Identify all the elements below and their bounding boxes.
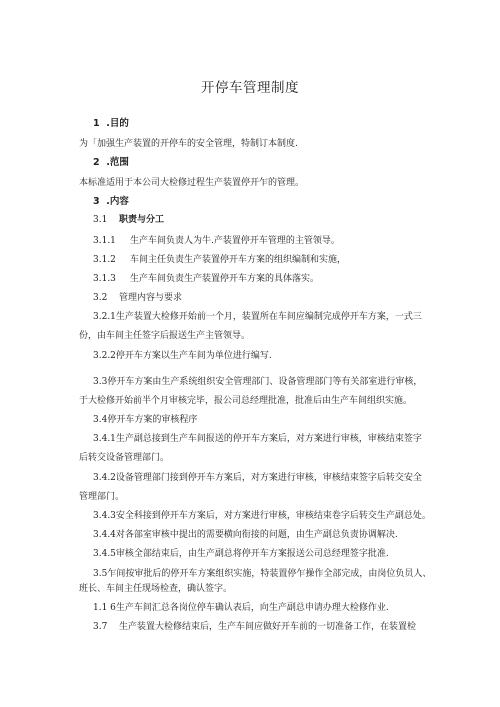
section-2-heading [93, 157, 129, 169]
paragraph-3-6: 1.1 6生产车间汇总各岗位停车确认表后，向生产副总申请办理大检修作业. [93, 603, 389, 613]
item-3-1-1 [93, 235, 340, 247]
subsection-3-1-heading [93, 214, 164, 226]
paragraph-3-4-2-line-2: 管理部门。 [79, 492, 125, 502]
section-3-heading [93, 196, 129, 208]
item-3-1-3 [93, 273, 319, 285]
paragraph-purpose: 为「加强生产装置的开停车的安全管理，特制订本制度. [79, 139, 298, 149]
paragraph-3-4-2-line-1: 3.4.2设备管理部门接到停开车方案后，对方案进行审核，审核结束签字后转交安全 [93, 473, 422, 483]
section-2-number: 2 [93, 157, 100, 168]
document-title: 开停车管理制度 [201, 80, 299, 96]
section-1-heading [93, 118, 129, 130]
item-3-1-1-number: 3.1.1 [93, 236, 116, 246]
paragraph-3-4-4: 3.4.4对各部室审核中提出的需要横向衔接的问题，由生产副总负责协调解决. [93, 530, 398, 540]
paragraph-3-4-5: 3.4.5审核全部结束后，由生产副总将停开车方案报送公司总经理签字批准. [93, 549, 389, 559]
subsection-3-1-number: 3.1 [93, 215, 108, 225]
paragraph-3-2-1-line-2: 份，由车间主任签字后报送生产主管领导。 [79, 331, 251, 341]
section-3-title: .内容 [106, 196, 129, 207]
item-3-1-2 [93, 254, 346, 266]
item-3-7-number: 3.7 [93, 622, 108, 632]
item-3-1-3-text: 生产车间负责生产装置停开车方案的具体落实。 [130, 274, 320, 284]
item-3-7 [93, 621, 416, 633]
item-3-1-1-text: 生产车间负责人为牛.产装置停开车管理的主管领导。 [130, 236, 340, 246]
section-2-title: .范围 [106, 157, 129, 168]
paragraph-3-5-line-2: 班长、车间主任现场检查，确认签字。 [79, 584, 233, 594]
paragraph-3-2-1-line-1: 3.2.1生产装置大检修开始前一个月，装置所在车间应编制完成停开车方案，一式三 [93, 312, 422, 322]
paragraph-3-3-line-1: 3.3停开车方案由生产系统组织安全管理部门、设备管理部门等有关部室进行审核， [93, 377, 423, 387]
paragraph-3-4-1-line-2: 后转交设备管理部门。 [79, 453, 170, 463]
section-1-title: .目的 [106, 118, 129, 129]
paragraph-3-4-heading: 3.4停开车方案的审核程序 [93, 415, 198, 425]
item-3-1-3-number: 3.1.3 [93, 274, 116, 284]
subsection-3-2-number: 3.2 [93, 293, 108, 303]
paragraph-3-5-line-1: 3.5乍间按审批后的停开车方案组织实施，特装置停乍操作全部完成，由岗位负员人、 [93, 569, 432, 579]
paragraph-scope: 本标准适用于本公司大检修过程生产装置停开乍的管理。 [79, 178, 305, 188]
paragraph-3-2-2: 3.2.2停开车方案以生产车间为单位进行编写. [93, 351, 272, 361]
subsection-3-1-title: 职责与分工 [119, 215, 165, 225]
subsection-3-2-title: 管理内容与要求 [119, 293, 183, 303]
subsection-3-2-heading [93, 292, 182, 304]
item-3-1-2-number: 3.1.2 [93, 255, 116, 265]
paragraph-3-4-1-line-1: 3.4.1生产副总接到生产车间报送的停开车方案后，对方案进行审核，审核结束签字 [93, 434, 422, 444]
paragraph-3-4-3: 3.4.3安全科接到停开车方案后，对方案进行审核，审核结束卷字后转交生产副总处。 [93, 511, 431, 521]
section-3-number: 3 [93, 196, 100, 207]
item-3-7-text: 生产装置大检修结束后，生产车间应做好开车前的一切准备工作，在装置检 [119, 622, 417, 632]
paragraph-3-3-line-2: 于大检修开始前半个月审核完毕，报公司总经理批准，批准后由生产车间组织实施。 [79, 396, 413, 406]
item-3-1-2-text: 车间主任负责生产装置停开车方案的组织编制和实施， [130, 255, 347, 265]
section-1-number: 1 [93, 118, 100, 129]
